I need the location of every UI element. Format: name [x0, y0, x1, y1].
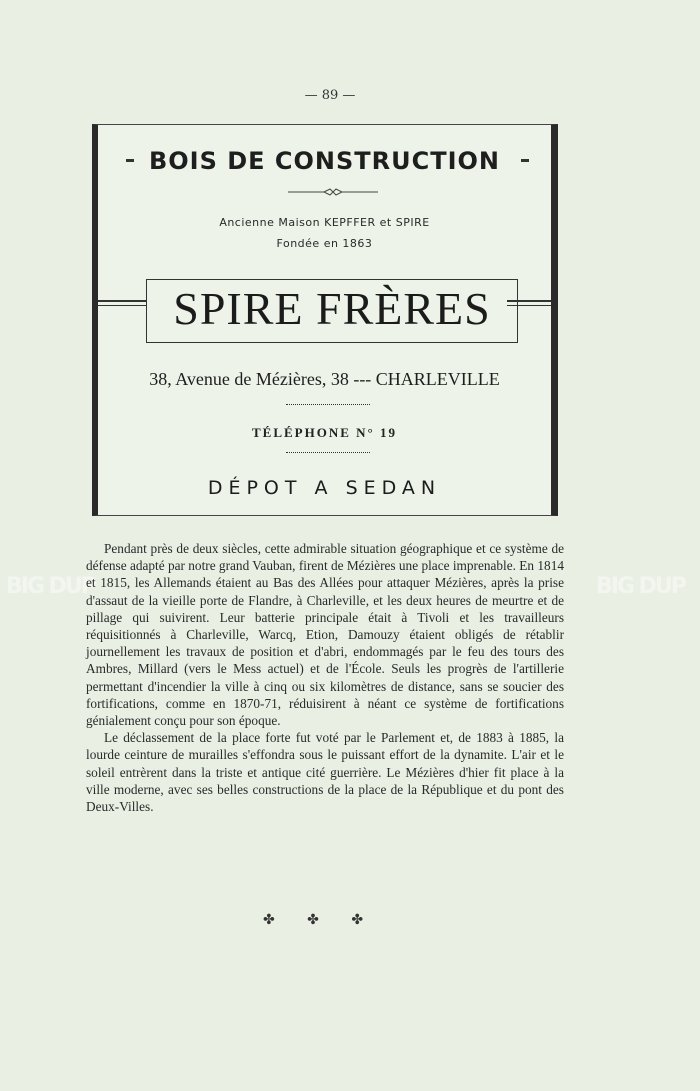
end-ornament: ✤ ✤ ✤: [262, 912, 378, 928]
address: 38, Avenue de Mézières, 38 --- CHARLEVILLE: [149, 369, 500, 389]
paragraph: Pendant près de deux siècles, cette admirable situation géographique et ce système de défense adapté par notre grand Vauban, firent de Mézières une place imprenable. En 1814 et 1815, les Allemands étaient au Bas des Allées pour attaquer Mézières, après la prise d'assaut de la vieille porte de Flandre, à Charleville, et les deux heures de meurtre et de pillage qui suivirent. Leur batterie principale était à Tivoli et les travailleurs réquisitionnés à Charleville, Warcq, Etion, Damouzy étaient obligés de rétablir journellement les travaux de position et d'abri, endommagés par le feu des tours des Ambres, Millard (vers le Mess actuel) et de l'École. Seuls les progrès de l'artillerie permettant d'incendier la ville à cinq ou six kilomètres de distance, sans se soucier des fortifications, comme en 1870-71, réduisirent à néant ce système de fortifications génialement conçu pour son époque.: [86, 541, 564, 729]
dotted-divider: [286, 404, 370, 405]
dotted-divider: [286, 452, 370, 453]
rule-lines-left: [98, 300, 146, 312]
watermark-left: BIG DUP: [6, 574, 95, 599]
page-number: — 89 —: [304, 88, 356, 103]
ornament-divider: [288, 187, 378, 197]
former-house-line: Ancienne Maison KEPFFER et SPIRE: [219, 216, 430, 229]
company-name: SPIRE FRÈRES: [173, 283, 491, 334]
ad-title: BOIS DE CONSTRUCTION: [148, 147, 501, 175]
depot-sedan: DÉPOT A SEDAN: [207, 477, 442, 499]
advertisement: [92, 124, 558, 516]
watermark-right: BIG DUP: [596, 574, 685, 599]
paragraph: Le déclassement de la place forte fut voté par le Parlement et, de 1883 à 1885, la lourde ceinture de murailles s'effondra sous le puissant effort de la dynamite. L'air et le soleil entrèrent dans la triste et antique cité guerrière. Le Mézières d'hier fit place à la ville moderne, avec ses belles constructions de la place de la République et du pont des Deux-Villes.: [86, 730, 564, 815]
title-bullet-right: [521, 159, 529, 162]
founded-line: Fondée en 1863: [276, 237, 373, 250]
rule-lines-right: [507, 300, 551, 312]
company-name-box: [146, 279, 518, 343]
telephone: TÉLÉPHONE N° 19: [252, 425, 397, 440]
body-text: [86, 540, 564, 815]
